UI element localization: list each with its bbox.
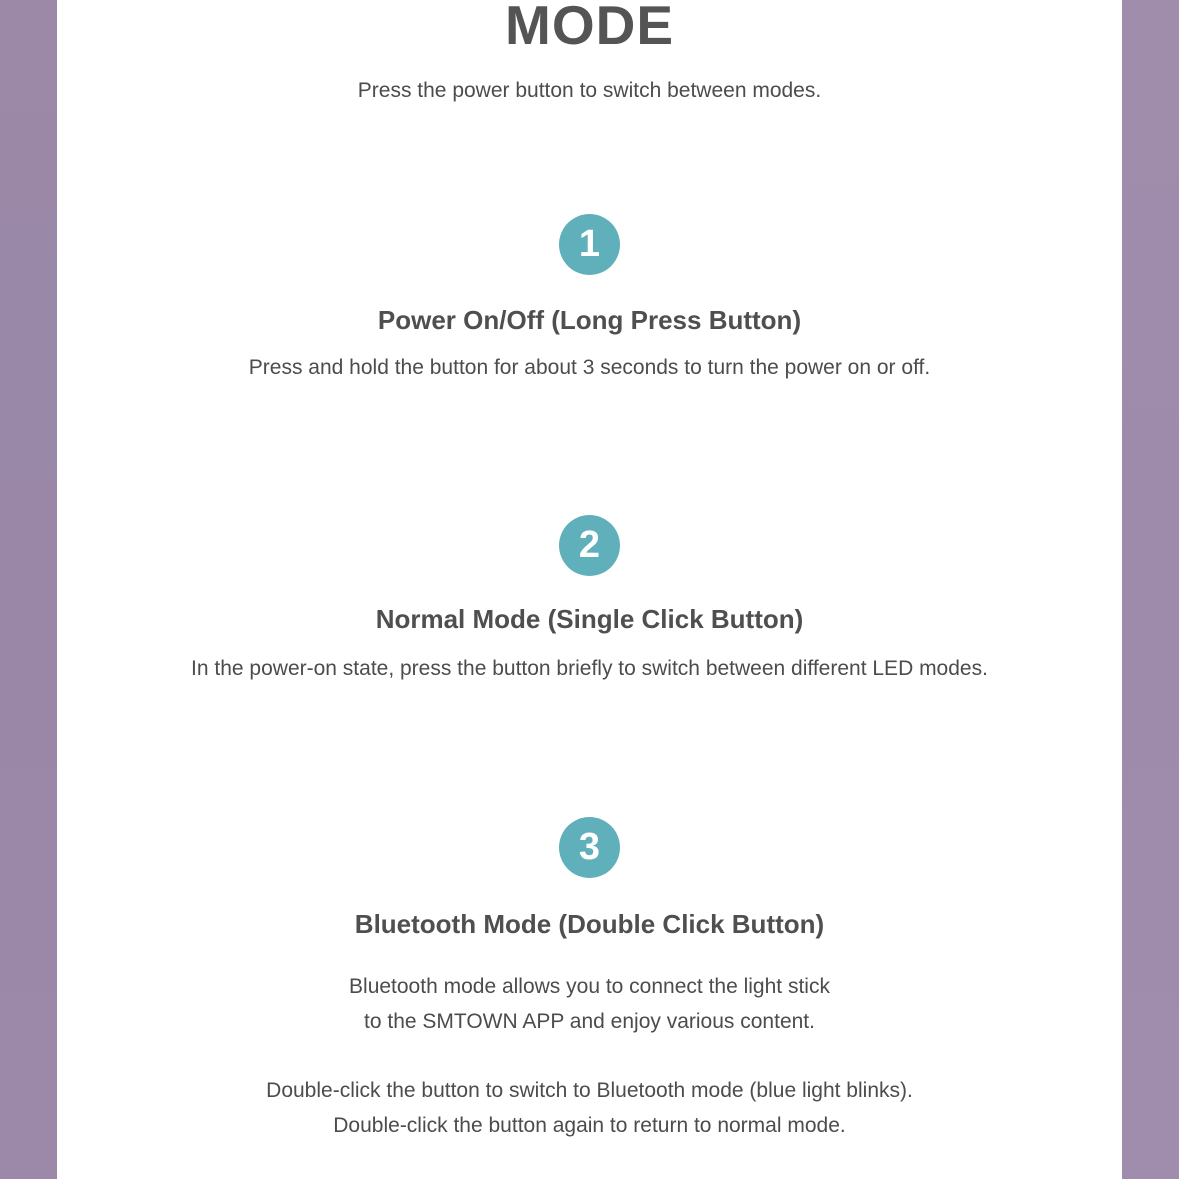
step-1-description: Press and hold the button for about 3 seconds to turn the power on or off. <box>248 356 931 379</box>
step-2-number-badge: 2 <box>559 515 620 576</box>
page-title: MODE <box>505 0 674 56</box>
page-subtitle: Press the power button to switch between modes. <box>357 79 822 102</box>
content-panel <box>57 0 1122 1179</box>
left-background-strip <box>0 0 57 1179</box>
step-1-number-badge: 1 <box>559 214 620 275</box>
step-3-number-badge: 3 <box>559 817 620 878</box>
step-3-description-line-2: to the SMTOWN APP and enjoy various content. <box>364 1010 815 1033</box>
step-1-title: Power On/Off (Long Press Button) <box>377 305 802 335</box>
step-2-description: In the power-on state, press the button briefly to switch between different LED modes. <box>191 657 988 680</box>
right-background-strip <box>1122 0 1179 1179</box>
step-2-title: Normal Mode (Single Click Button) <box>375 604 804 634</box>
step-3-description-line-3: Double-click the button to switch to Bluetooth mode (blue light blinks). <box>266 1079 913 1102</box>
step-3-title: Bluetooth Mode (Double Click Button) <box>354 909 825 939</box>
step-3-description-line-1: Bluetooth mode allows you to connect the light stick <box>349 975 830 998</box>
step-3-description-line-4: Double-click the button again to return to normal mode. <box>333 1114 846 1137</box>
